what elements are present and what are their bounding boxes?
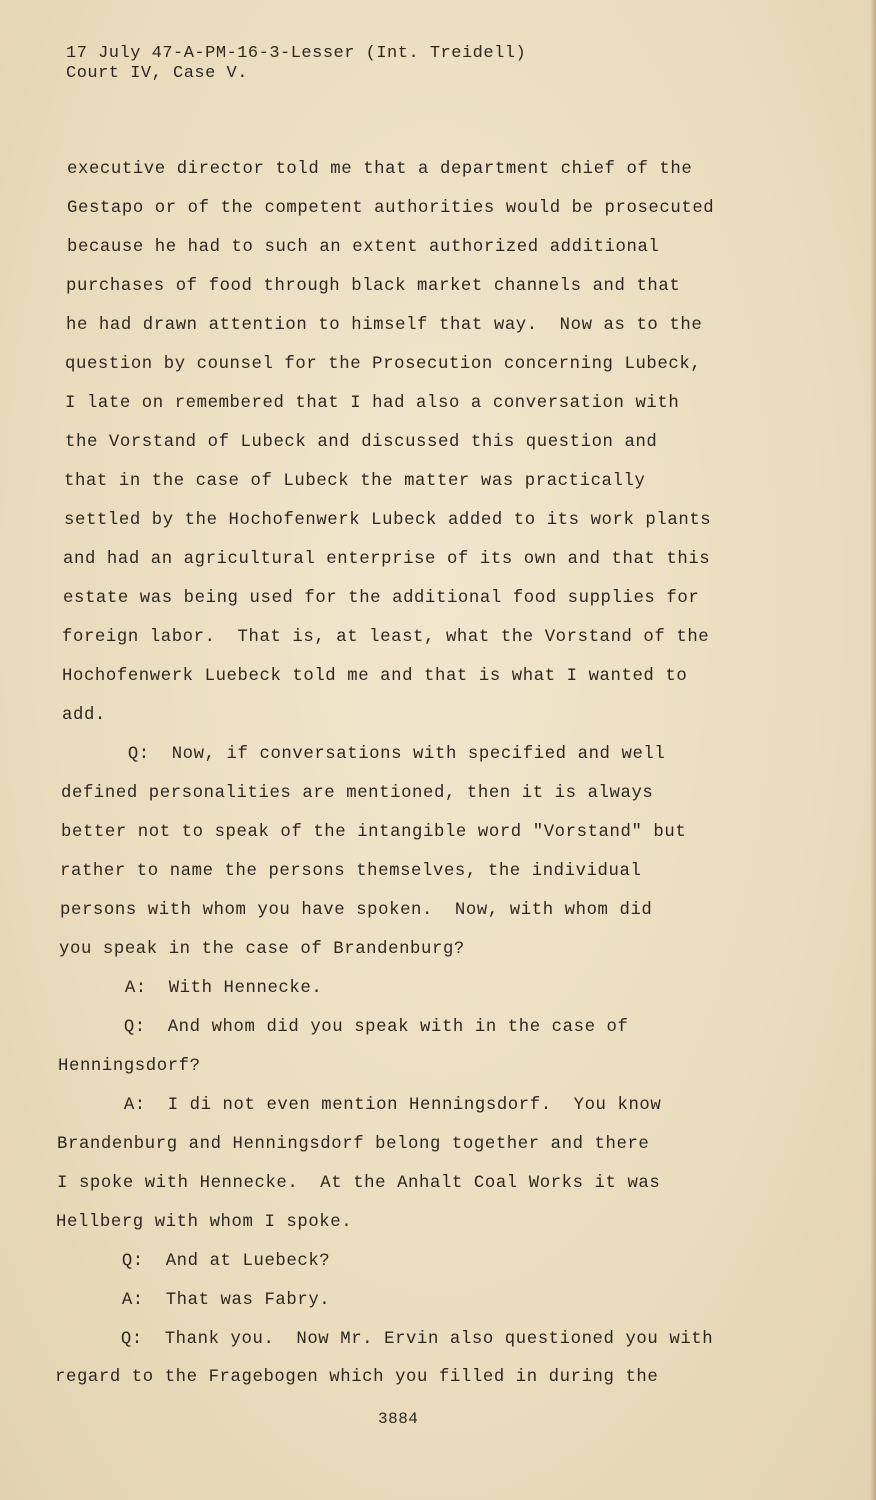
transcript-line: estate was being used for the additional food supplies for	[63, 589, 700, 608]
transcript-line: question by counsel for the Prosecution concerning Lubeck,	[65, 355, 702, 374]
transcript-line: Henningsdorf?	[58, 1057, 201, 1076]
transcript-line: foreign labor. That is, at least, what the Vorstand of the	[62, 628, 710, 647]
transcript-line: purchases of food through black market channels and that	[66, 277, 681, 296]
transcript-line: I late on remembered that I had also a conversation with	[65, 394, 680, 413]
transcript-line: Q: Now, if conversations with specified and well	[62, 745, 666, 764]
transcript-line: Brandenburg and Henningsdorf belong together and there	[57, 1135, 650, 1154]
transcript-line: Q: And at Luebeck?	[56, 1252, 331, 1271]
document-header	[66, 44, 526, 84]
transcript-line: Hellberg with whom I spoke.	[56, 1213, 353, 1232]
header-session-line: 17 July 47-A-PM-16-3-Lesser (Int. Treidell)	[66, 44, 527, 63]
transcript-line: A: That was Fabry.	[56, 1291, 331, 1310]
header-court-line: Court IV, Case V.	[66, 64, 248, 83]
transcript-line: Q: Thank you. Now Mr. Ervin also questioned you with	[55, 1330, 714, 1349]
transcript-line: regard to the Fragebogen which you filled in during the	[55, 1368, 659, 1387]
transcript-line: Hochofenwerk Luebeck told me and that is what I wanted to	[62, 667, 688, 686]
transcript-line: persons with whom you have spoken. Now, with whom did	[60, 901, 653, 920]
transcript-line: add.	[62, 706, 106, 725]
page-number: 3884	[378, 1410, 419, 1428]
transcript-line: I spoke with Hennecke. At the Anhalt Coal Works it was	[57, 1174, 661, 1193]
transcript-line: rather to name the persons themselves, the individual	[60, 862, 642, 881]
transcript-line: the Vorstand of Lubeck and discussed this question and	[65, 433, 658, 452]
transcript-line: A: With Hennecke.	[59, 979, 323, 998]
transcript-line: Gestapo or of the competent authorities would be prosecuted	[67, 199, 715, 218]
transcript-line: settled by the Hochofenwerk Lubeck added to its work plants	[64, 511, 712, 530]
transcript-line: executive director told me that a department chief of the	[67, 160, 693, 179]
transcript-line: you speak in the case of Brandenburg?	[59, 940, 465, 959]
transcript-line: better not to speak of the intangible word "Vorstand" but	[61, 823, 687, 842]
transcript-line: he had drawn attention to himself that way. Now as to the	[66, 316, 703, 335]
transcript-line: that in the case of Lubeck the matter was practically	[64, 472, 646, 491]
transcript-line: because he had to such an extent authorized additional	[67, 238, 660, 257]
transcript-line: Q: And whom did you speak with in the case of	[58, 1018, 629, 1037]
transcript-line: A: I di not even mention Henningsdorf. You know	[58, 1096, 662, 1115]
transcript-line: defined personalities are mentioned, then it is always	[61, 784, 654, 803]
transcript-line: and had an agricultural enterprise of its own and that this	[63, 550, 711, 569]
